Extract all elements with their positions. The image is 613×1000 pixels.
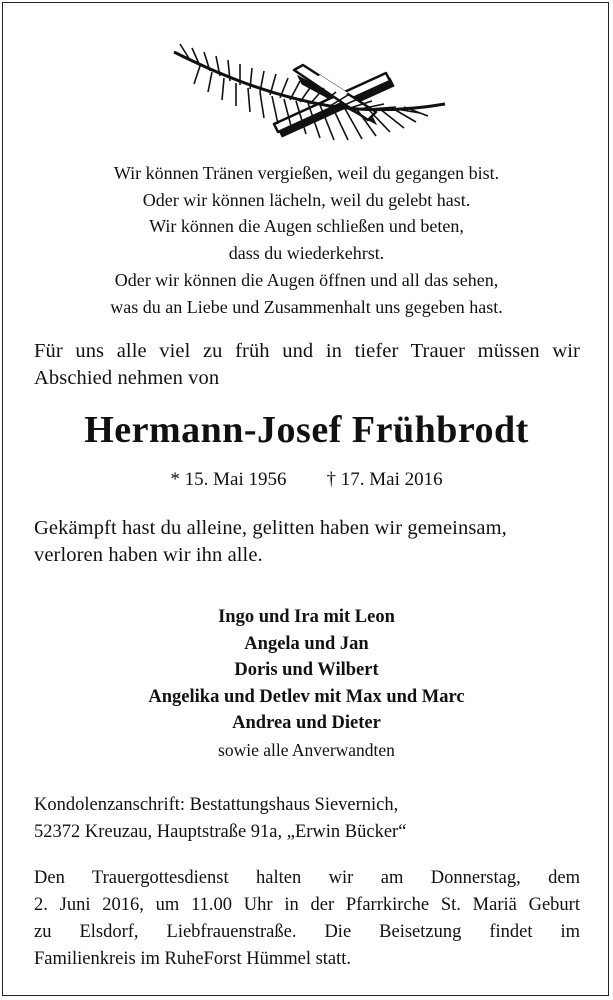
poem-line: Oder wir können lächeln, weil du gelebt hast.: [142, 189, 471, 210]
service-line: Familienkreis im RuheForst Hümmel statt.: [34, 949, 352, 969]
mourner-entry: Doris und Wilbert: [234, 660, 379, 680]
intro-line: Für uns alle viel zu früh und in tiefer Trauer müssen wir: [34, 340, 580, 362]
cross-with-palm-frond-icon: [170, 40, 450, 155]
poem-line: was du an Liebe und Zusammenhalt uns gegeben hast.: [110, 296, 503, 317]
cross-emblem-graphic: [170, 40, 450, 155]
condolence-line: 52372 Kreuzau, Hauptstraße 91a, „Erwin Bücker“: [34, 822, 407, 842]
deceased-name: Hermann-Josef Frühbrodt: [84, 409, 529, 451]
service-line: zu Elsdorf, Liebfrauenstraße. Die Beisetzung findet im: [34, 922, 580, 942]
life-dates: [0, 469, 613, 491]
mourner-entry: Ingo und Ira mit Leon: [218, 607, 395, 627]
mourner-entry: Angela und Jan: [244, 633, 369, 654]
birth-date: * 15. Mai 1956: [170, 469, 287, 490]
poem-line: dass du wiederkehrst.: [228, 243, 385, 264]
service-line: Den Trauergottesdienst halten wir am Donnerstag, dem: [34, 868, 580, 888]
poem-line: Wir können Tränen vergießen, weil du gegangen bist.: [113, 163, 500, 183]
service-info: [34, 865, 580, 973]
verse-text: [34, 515, 580, 569]
intro-text: [34, 338, 580, 392]
mourner-entry: Angelika und Detlev mit Max und Marc: [148, 686, 465, 707]
relatives-line: sowie alle Anverwandten: [218, 739, 395, 760]
poem-line: Oder wir können die Augen öffnen und all das sehen,: [114, 269, 499, 290]
condolence-address: [34, 792, 580, 846]
poem-line: Wir können die Augen schließen und beten,: [149, 216, 464, 237]
verse-line: verloren haben wir ihn alle.: [34, 544, 263, 566]
mourner-entry: Andrea und Dieter: [232, 713, 381, 733]
verse-line: Gekämpft hast du alleine, gelitten haben wir gemeinsam,: [34, 517, 507, 539]
memorial-poem: [30, 160, 583, 320]
service-line: 2. Juni 2016, um 11.00 Uhr in der Pfarrkirche St. Mariä Geburt: [34, 895, 580, 915]
condolence-line: Kondolenzanschrift: Bestattungshaus Sievernich,: [34, 795, 399, 815]
intro-line: Abschied nehmen von: [34, 367, 220, 389]
death-date: † 17. Mai 2016: [326, 469, 443, 490]
mourners-list: [0, 604, 613, 763]
